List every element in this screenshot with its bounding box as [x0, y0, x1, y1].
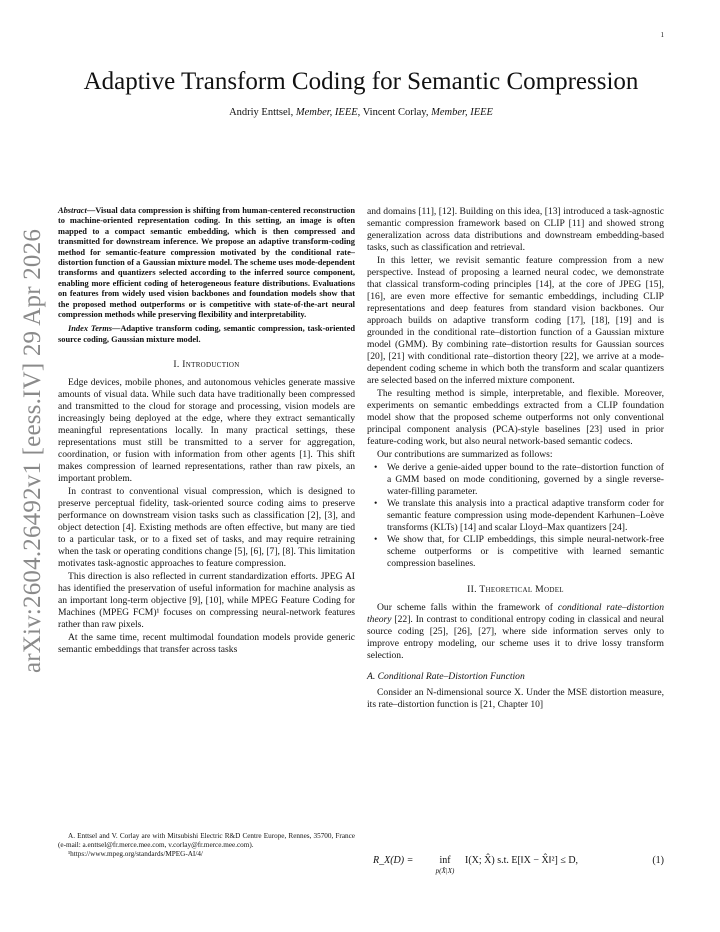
paper-title: Adaptive Transform Coding for Semantic Compression: [83, 68, 639, 95]
intro-paragraph-2: In contrast to conventional visual compression, which is designed to preserve perceptual fidelity, task-oriented source coding aims to preserve performance on downstream vision tasks such as classification [2], [3], and object detection [4]. Existing methods are often effective, but many are tied to a particular task, or to a fixed set of tasks, and may require retraining when the task or operating conditions change [5], [6], [7], [8]. This limitation motivates task-agnostic approaches to feature compression.: [58, 486, 355, 570]
theory-paragraph-1: [367, 602, 664, 662]
abstract-label: Abstract: [58, 206, 87, 215]
arxiv-stamp: [4, 228, 62, 674]
contribution-item: • We show that, for CLIP embeddings, this simple neural-network-free scheme outperforms or is competitive with learned semantic compression baselines.: [367, 534, 664, 570]
equation-inf-operator: inf: [439, 855, 451, 866]
author-line: [60, 107, 662, 118]
right-column: [367, 206, 664, 712]
equation-inf-subscript: p(X̂|X): [435, 867, 455, 875]
equation-number: (1): [652, 855, 664, 866]
contribution-item: • We derive a genie-aided upper bound to the rate–distortion function of a GMM based on mode conditioning, governed by a single reverse-water-filling parameter.: [367, 462, 664, 498]
index-terms-label: Index Terms: [68, 324, 112, 334]
theory-p1-emphasis: conditional rate–distortion theory: [367, 602, 664, 625]
intro-paragraph-4: At the same time, recent multimodal foundation models provide generic semantic embeddings that transfer across tasks: [58, 632, 355, 656]
author-1-name: Andriy Enttsel,: [229, 107, 294, 118]
equation-rhs: I(X; X̂) s.t. E[‖X − X̂‖²] ≤ D,: [465, 855, 579, 866]
subsection-a-paragraph: Consider an N-dimensional source X. Under the MSE distortion measure, its rate–distortion function is [21, Chapter 10]: [367, 687, 664, 710]
affiliation-footnote: A. Enttsel and V. Corlay are with Mitsubishi Electric R&D Centre Europe, Rennes, 35700, France (e-mail: a.enttsel@fr.merce.mee.com, v.corlay@fr.merce.mee.com).: [58, 832, 355, 849]
equation-inf: [425, 855, 465, 875]
author-1-role: Member, IEEE,: [295, 107, 361, 118]
theory-p1-pre: Our scheme falls within the framework of: [377, 602, 558, 613]
contributions-intro: Our contributions are summarized as follows:: [377, 449, 553, 460]
index-terms-text: —Adaptive transform coding, semantic compression, task-oriented source coding, Gaussian mixture model.: [58, 324, 355, 344]
intro-paragraph-5: In this letter, we revisit semantic feature compression from a new perspective. Instead of proposing a learned neural codec, we demonstrate that classical transform-coding principles [14], at the core of JPEG [15], [16], are even more effective for semantic embeddings, including CLIP representations and deep features from standard vision backbones. Our approach builds on adaptive transform coding [17], [18], [19] and is grounded in the conditional rate–distortion function of a Gaussian mixture model (GMM). By combining rate–distortion results for Gaussian sources [20], [21] with conditional rate–distortion theory [22], we arrive at a mode-dependent coding scheme in which both the transform and scalar quantizers are selected based on the inferred mixture component.: [367, 255, 664, 386]
title-block: [60, 66, 662, 118]
intro-paragraph-6: The resulting method is simple, interpretable, and flexible. Moreover, experiments on semantic embeddings extracted from a CLIP foundation model show that the proposed scheme outperforms not only conventional principal component analysis (PCA)-style baselines [23] used in prior feature-coding work, but also neural network-based semantic codecs.: [367, 388, 664, 447]
author-2-role: Member, IEEE: [431, 107, 493, 118]
arxiv-stamp-text: arXiv:2604.26492v1 [eess.IV] 29 Apr 2026: [19, 228, 46, 674]
equation-1: [367, 855, 664, 885]
section-heading-theoretical-model: II. Theoretical Model: [467, 584, 564, 595]
intro-paragraph-3: This direction is also reflected in current standardization efforts. JPEG AI has identified the preservation of useful information for machine analysis as an important long-term objective [9], [10], while MPEG Feature Coding for Machines (MPEG FCM)¹ focuses on compressing neural-network features rather than raw pixels.: [58, 571, 355, 631]
index-terms: [58, 324, 355, 345]
theory-p1-post: [22]. In contrast to conditional entropy coding in classical and neural source coding [25], [26], [27], where side information serves only to improve entropy modeling, our scheme uses it to drive lossy transform selection.: [367, 614, 664, 661]
page-number: 1: [660, 31, 664, 39]
equation-lhs: R_X(D) =: [373, 855, 414, 866]
intro-paragraph-4-continued: and domains [11], [12]. Building on this idea, [13] introduced a task-agnostic semantic compression framework based on CLIP [11] and showed strong generalization across data distributions and downstream embedding-based tasks, such as classification and retrieval.: [367, 206, 664, 253]
url-footnote: ¹https://www.mpeg.org/standards/MPEG-AI/4/: [68, 850, 203, 858]
left-column: [58, 206, 355, 657]
intro-paragraph-1: Edge devices, mobile phones, and autonomous vehicles generate massive amounts of visual data. While such data have traditionally been compressed and transmitted to the cloud for storage and processing, vision models are increasingly being deployed at the edge, where they extract semantically meaningful representations locally. In many practical settings, these representations must still be transmitted to a server for aggregation, coordination, or fusion with information from other agents [1]. This shift makes compression of learned representations, rather than raw pixels, an important problem.: [58, 377, 355, 485]
author-2-name: Vincent Corlay,: [362, 107, 429, 118]
section-heading-introduction: I. Introduction: [173, 359, 240, 371]
contributions-list: [367, 462, 664, 570]
footnotes: [58, 832, 355, 859]
abstract: [58, 206, 355, 320]
subsection-heading-conditional-rd: A. Conditional Rate–Distortion Function: [367, 671, 525, 682]
contribution-item: • We translate this analysis into a practical adaptive transform coder for semantic feature compression using mode-dependent Karhunen–Loève transforms (KLTs) [14] and scalar Lloyd–Max quantizers [24].: [367, 498, 664, 534]
abstract-text: —Visual data compression is shifting from human-centered reconstruction to machine-oriented representation coding. In this setting, an image is often mapped to a compact semantic embedding, which is then compressed and transmitted for downstream inference. We propose an adaptive transform-coding method for semantic-feature compression motivated by the conditional rate–distortion function of a Gaussian mixture model. The scheme uses mode-dependent transforms and quantizers selected according to the inferred source component, enabling more efficient coding of heterogeneous feature distributions. Evaluations on features from widely used vision backbones and foundation models show that the proposed method outperforms or is competitive with state-of-the-art neural compression methods while preserving flexibility and interpretability.: [58, 206, 355, 320]
